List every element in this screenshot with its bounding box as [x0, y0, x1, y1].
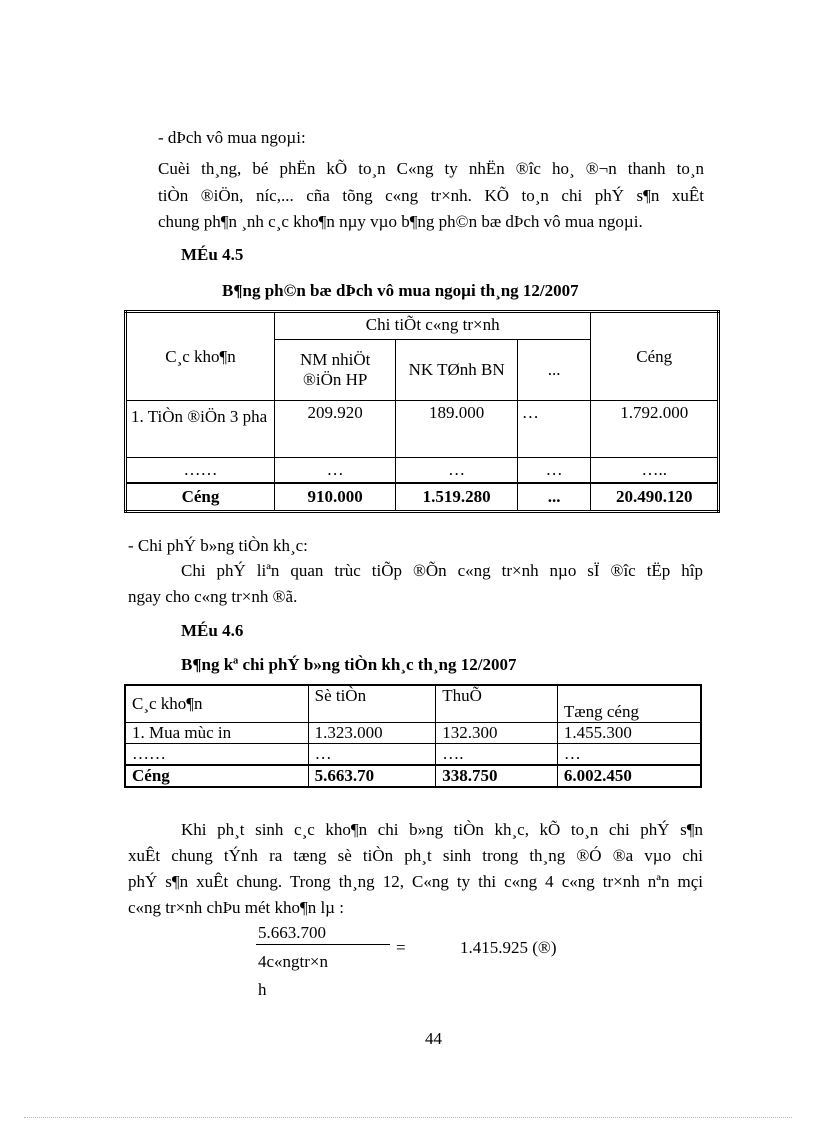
page-bottom-border [24, 1117, 792, 1118]
header-tax: ThuÕ [436, 685, 558, 723]
row-total: 1.792.000 [591, 401, 719, 458]
total-label: Céng [125, 765, 308, 787]
total-value-2: 1.519.280 [396, 483, 518, 512]
row-value-1: … [274, 458, 395, 484]
table-total-row [126, 483, 719, 512]
paragraph-3-line-1: Khi ph¸t sinh c¸c kho¶n chi b»ng tiÒn kh¸c, kÕ to¸n chi phÝ s¶n [181, 820, 703, 839]
table-row [125, 744, 701, 766]
header-items: C¸c kho¶n [126, 312, 275, 401]
header-project-2: NK TØnh BN [396, 340, 518, 401]
paragraph-1-line-2: tiÒn ®iÖn, níc,... cña tõng c«ng tr×nh. KÕ to¸n chi phÝ s¶n xuÊt [158, 186, 704, 205]
formula-denominator-line-2: h [258, 980, 267, 999]
service-allocation-table [124, 310, 720, 513]
row-item: …… [125, 744, 308, 766]
table-row [126, 458, 719, 484]
header-amount: Sè tiÒn [308, 685, 436, 723]
header-project-1: NM nhiÖt ®iÖn HP [274, 340, 395, 401]
row-grand-total: … [557, 744, 701, 766]
row-amount: 1.323.000 [308, 723, 436, 744]
paragraph-2-line-2: ngay cho c«ng tr×nh ®ã. [128, 587, 298, 606]
row-value-2: … [396, 458, 518, 484]
paragraph-3-line-2: xuÊt chung tÝnh ra tæng sè tiÒn ph¸t sinh trong th¸ng ®Ó ®a vµo chi [128, 846, 703, 865]
row-tax: …. [436, 744, 558, 766]
paragraph-2-line-1: Chi phÝ liªn quan trùc tiÕp ®Õn c«ng tr×nh nµo sÏ ®îc tËp hîp [181, 561, 703, 580]
total-value-1: 910.000 [274, 483, 395, 512]
other-cash-expense-table [124, 684, 702, 788]
total-label: Céng [126, 483, 275, 512]
table-4-6-title: B¶ng kª chi phÝ b»ng tiÒn kh¸c th¸ng 12/2007 [181, 655, 517, 674]
section-heading-service: - dÞch vô mua ngoµi: [158, 128, 306, 147]
header-project-more: ... [517, 340, 591, 401]
table-row [126, 401, 719, 458]
page-number: 44 [425, 1029, 442, 1048]
table-4-5-title: B¶ng ph©n bæ dÞch vô mua ngoµi th¸ng 12/2007 [222, 281, 579, 300]
formula-denominator-line-1: 4c«ngtr×n [258, 952, 329, 971]
row-value-2: 189.000 [396, 401, 518, 458]
header-items: C¸c kho¶n [125, 685, 308, 723]
section-heading-other-cash: - Chi phÝ b»ng tiÒn kh¸c: [128, 536, 308, 555]
row-amount: … [308, 744, 436, 766]
paragraph-1-line-1: Cuèi th¸ng, bé phËn kÕ to¸n C«ng ty nhËn ®îc ho¸ ®¬n thanh to¸n [158, 159, 704, 178]
table-row [125, 723, 701, 744]
row-item: 1. Mua mùc in [125, 723, 308, 744]
total-grand: 6.002.450 [557, 765, 701, 787]
header-grand-total: Tæng céng [557, 685, 701, 723]
header-project-detail: Chi tiÕt c«ng tr×nh [274, 312, 590, 340]
row-value-1: 209.920 [274, 401, 395, 458]
total-value-3: ... [517, 483, 591, 512]
formula-numerator: 5.663.700 [258, 923, 326, 942]
paragraph-1-line-3: chung ph¶n ¸nh c¸c kho¶n nµy vµo b¶ng ph©n bæ dÞch vô mua ngoµi. [158, 212, 643, 231]
row-value-3: … [517, 458, 591, 484]
row-grand-total: 1.455.300 [557, 723, 701, 744]
total-amount: 5.663.70 [308, 765, 436, 787]
row-item: …… [126, 458, 275, 484]
form-label-4-5: MÉu 4.5 [181, 245, 244, 264]
row-value-3: … [517, 401, 591, 458]
total-sum: 20.490.120 [591, 483, 719, 512]
fraction-bar [256, 944, 390, 945]
row-total: ….. [591, 458, 719, 484]
formula-result: 1.415.925 (®) [460, 938, 557, 957]
paragraph-3-line-3: phÝ s¶n xuÊt chung. Trong th¸ng 12, C«ng ty thi c«ng 4 c«ng tr×nh nªn mçi [128, 872, 703, 891]
paragraph-3-line-4: c«ng tr×nh chÞu mét kho¶n lµ : [128, 898, 344, 917]
row-item: 1. TiÒn ®iÖn 3 pha [126, 401, 275, 458]
total-tax: 338.750 [436, 765, 558, 787]
row-tax: 132.300 [436, 723, 558, 744]
form-label-4-6: MÉu 4.6 [181, 621, 244, 640]
formula-equals: = [396, 938, 406, 957]
header-total: Céng [591, 312, 719, 401]
table-total-row [125, 765, 701, 787]
